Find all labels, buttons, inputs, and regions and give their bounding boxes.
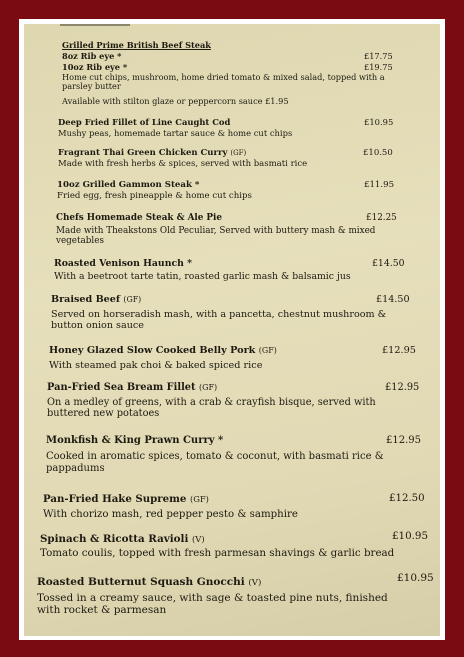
- menu-item-price: £12.25: [366, 213, 397, 223]
- sub-item-price: £17.75: [364, 51, 393, 61]
- menu-item-title: Roasted Butternut Squash Gnocchi (V): [37, 576, 262, 588]
- menu-item-title: Monkfish & King Prawn Curry *: [46, 435, 224, 446]
- menu-item-price: £10.95: [392, 530, 429, 542]
- menu-item-extra: Available with stilton glaze or peppercorn sauce £1.95: [62, 96, 289, 106]
- menu-item-title: Grilled Prime British Beef Steak: [62, 40, 211, 50]
- dietary-tag: (V): [248, 578, 262, 588]
- menu-page: [24, 24, 440, 636]
- menu-item-description: Tomato coulis, topped with fresh parmesan shavings & garlic bread: [40, 547, 395, 559]
- dietary-tag: (GF): [189, 494, 209, 504]
- menu-item-description: Fried egg, fresh pineapple & home cut chips: [57, 191, 252, 201]
- menu-item-price: £10.50: [363, 148, 393, 158]
- menu-item-price: £11.95: [364, 180, 395, 190]
- menu-item-description: Served on horseradish mash, with a pancetta, chestnut mushroom & button onion sauce: [51, 309, 387, 332]
- menu-item-description: Mushy peas, homemade tartar sauce & home cut chips: [58, 128, 293, 138]
- sub-item-label: 8oz Rib eye *: [62, 51, 122, 61]
- menu-item-title: Pan-Fried Sea Bream Fillet (GF): [47, 382, 218, 393]
- menu-item-title: 10oz Grilled Gammon Steak *: [57, 180, 200, 190]
- menu-item-title: Braised Beef (GF): [51, 294, 142, 305]
- sub-item-label: 10oz Rib eye *: [62, 62, 128, 72]
- cropped-heading-fragment: [60, 24, 130, 26]
- menu-item-price: £10.95: [364, 117, 394, 127]
- menu-item-price: £12.50: [389, 493, 425, 504]
- menu-item-description: With steamed pak choi & baked spiced rice: [49, 360, 263, 371]
- menu-item-title: Roasted Venison Haunch *: [54, 258, 192, 269]
- dietary-tag: (V): [191, 534, 205, 544]
- dietary-tag: (GF): [230, 149, 247, 157]
- menu-item-title: Fragrant Thai Green Chicken Curry (GF): [58, 148, 247, 158]
- sub-item-price: £19.75: [364, 62, 393, 72]
- menu-item-price: £12.95: [385, 382, 420, 393]
- dietary-tag: (GF): [123, 295, 142, 304]
- menu-item-title: Pan-Fried Hake Supreme (GF): [43, 493, 209, 505]
- dietary-tag: (GF): [258, 346, 277, 355]
- menu-item-description: Tossed in a creamy sauce, with sage & toasted pine nuts, finished with rocket & parmesan: [37, 592, 388, 617]
- menu-item-price: £12.95: [382, 345, 416, 356]
- dietary-tag: (GF): [198, 383, 218, 392]
- menu-item-price: £14.50: [372, 258, 405, 269]
- menu-item-description: With chorizo mash, red pepper pesto & samphire: [43, 509, 298, 520]
- menu-item-price: £10.95: [397, 572, 434, 584]
- menu-item-description: On a medley of greens, with a crab & crayfish bisque, served with buttered new potatoes: [47, 397, 376, 420]
- menu-item-title: Deep Fried Fillet of Line Caught Cod: [58, 117, 231, 127]
- menu-item-title: Chefs Homemade Steak & Ale Pie: [56, 213, 222, 223]
- menu-item-description: Made with fresh herbs & spices, served with basmati rice: [58, 159, 308, 169]
- menu-item-price: £12.95: [386, 435, 421, 446]
- menu-item-description: Home cut chips, mushroom, home dried tomato & mixed salad, topped with a parsley butter: [62, 72, 385, 92]
- menu-item-price: £14.50: [376, 294, 410, 305]
- menu-item-title: Honey Glazed Slow Cooked Belly Pork (GF): [49, 345, 277, 356]
- menu-item-description: Made with Theakstons Old Peculiar, Served with buttery mash & mixed vegetables: [56, 226, 376, 247]
- menu-item-description: Cooked in aromatic spices, tomato & coconut, with basmati rice & pappadums: [46, 451, 384, 474]
- menu-item-title: Spinach & Ricotta Ravioli (V): [40, 533, 205, 545]
- menu-item-description: With a beetroot tarte tatin, roasted garlic mash & balsamic jus: [54, 271, 351, 282]
